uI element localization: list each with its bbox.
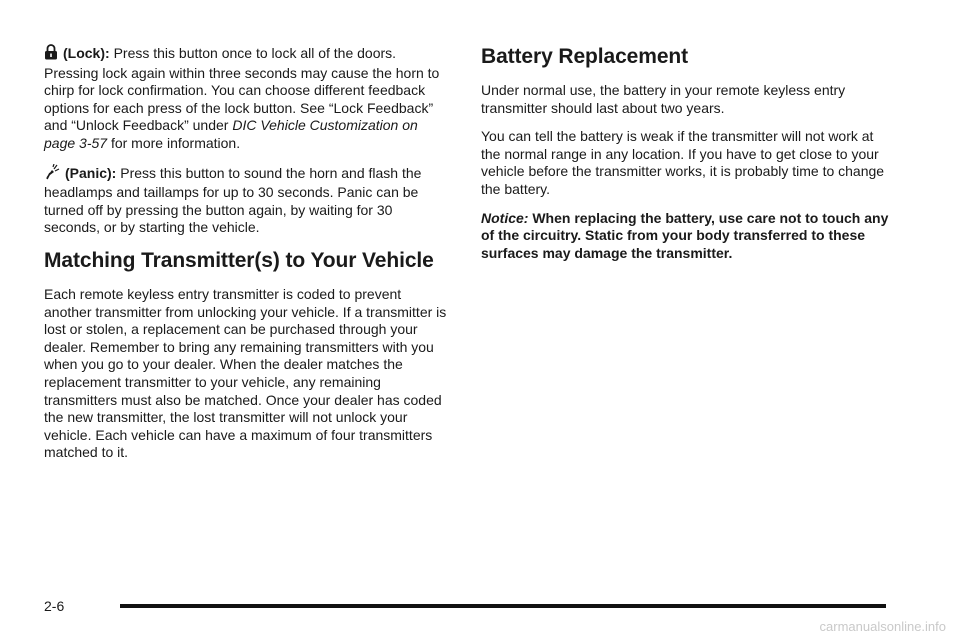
battery-heading: Battery Replacement bbox=[481, 45, 689, 68]
lock-text: Press this button once to lock all of the doors. Pressing lock again within three seconds may cause the horn to chirp for lock confirmation. You can choose different feedback options for each press of the lock button. See “Lock Feedback” and “Unlock Feedback” under bbox=[44, 45, 440, 134]
watermark: carmanualsonline.info bbox=[819, 619, 946, 634]
right-column bbox=[481, 44, 895, 273]
left-column bbox=[44, 44, 448, 473]
lock-text-end: for more information. bbox=[110, 134, 241, 151]
lock-reference-link[interactable]: DIC Vehicle Customization on page 3-57 bbox=[44, 117, 418, 151]
panic-label: (Panic): bbox=[65, 164, 117, 181]
matching-paragraph: Each remote keyless entry transmitter is coded to prevent another transmitter from unlocking your vehicle. If a transmitter is lost or stolen, a replacement can be purchased through your dealer. Remember to bring any remaining transmitters with you when you go to your dealer. When the dealer matches the replacement transmitter to your vehicle, any remaining transmitters must also be matched. Once your dealer has coded the new transmitter, the lost transmitter will not unlock your vehicle. Each vehicle can have a maximum of four transmitters matched to it. bbox=[44, 285, 447, 461]
lock-label: (Lock): bbox=[63, 45, 110, 61]
footer-rule bbox=[120, 604, 886, 608]
matching-heading: Matching Transmitter(s) to Your Vehicle bbox=[44, 248, 434, 272]
notice-label: Notice: bbox=[481, 209, 529, 226]
battery-paragraph-1: Under normal use, the battery in your remote keyless entry transmitter should last about two years. bbox=[481, 82, 846, 116]
lock-icon bbox=[44, 44, 58, 65]
notice-paragraph bbox=[481, 210, 895, 263]
page-number: 2-6 bbox=[44, 598, 65, 614]
lock-paragraph bbox=[44, 44, 448, 153]
notice-text: When replacing the battery, use care not to touch any of the circuitry. Static from your body transferred to these surfaces may damage the transmitter. bbox=[481, 209, 889, 261]
battery-paragraph-2: You can tell the battery is weak if the transmitter will not work at the normal range in any location. If you have to get close to your vehicle before the transmitter works, it is probably time to change the battery. bbox=[481, 128, 885, 197]
panic-paragraph bbox=[44, 164, 448, 237]
horn-icon bbox=[44, 164, 60, 185]
panic-text: Press this button to sound the horn and flash the headlamps and taillamps for up to 30 seconds. Panic can be turned off by pressing the button again, by waiting for 30 seconds, or by starting the vehicle. bbox=[44, 164, 422, 236]
